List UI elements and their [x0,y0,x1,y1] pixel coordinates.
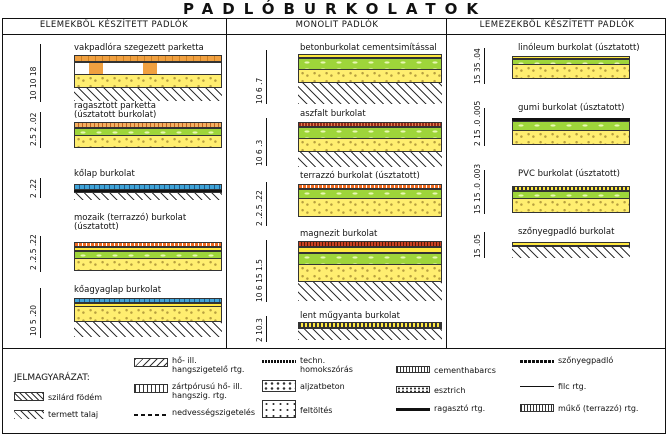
dim-line [484,170,485,214]
floor-layer [74,307,222,321]
dim-line [266,316,267,342]
column-header-elements: ELEMEKBŐL KÉSZÍTETT PADLÓK [39,20,189,30]
legend-swatch [396,408,430,411]
floor-dims: 15 35 .04 [473,48,482,84]
floor-label: betonburkolat cementsimítással [300,43,437,53]
floor-label: mozaik (terrazzó) burkolat (úsztatott) [74,213,187,232]
floor-layer [74,128,222,136]
floor-dims: 2 .2.5 .22 [29,234,38,270]
floor-label: PVC burkolat (úsztatott) [518,169,620,179]
legend-item: termett talaj [48,410,99,419]
floor-layer [74,251,222,259]
dim-line [484,232,485,258]
floor-dims: 2 15 .0 .005 [473,100,482,146]
legend-swatch [262,360,296,363]
legend-item: esztrich [434,386,466,395]
floor-layer [74,62,222,75]
legend-item: zártpórusú hő- ill. hangszig. rtg. [172,382,243,400]
floor-dims: 2.5 2 .02 [29,112,38,146]
legend-item: cementhabarcs [434,366,496,375]
legend-item: aljzatbeton [300,382,345,391]
floor-layer [298,127,442,139]
dim-line [40,112,41,148]
legend-item: műkő (terrazzó) rtg. [558,404,639,413]
floor-label: linóleum burkolat (úsztatott) [518,43,640,53]
dim-line [40,236,41,272]
floor-label: terrazzó burkolat (úsztatott) [300,171,420,181]
floor-dims: 10 10 18 [29,66,38,100]
floor-label: lent műgyanta burkolat [300,311,400,321]
floor-dims: 10 6 .3 [255,139,264,166]
legend-swatch [520,404,554,412]
floor-label: kőlap burkolat [74,169,135,179]
floor-dims: 2 .22 [29,178,38,198]
legend-swatch [134,414,168,416]
floor-layer [74,55,222,62]
floor-dims: 15 15 .0 .003 [473,163,482,214]
floor-label: aszfalt burkolat [300,109,366,119]
legend-item: szőnyegpadló [558,356,614,365]
floor-dims: 2 .2.5 .22 [255,190,264,226]
floor-label: kőagyaglap burkolat [74,285,162,295]
floor-dims: 15 .05 [473,234,482,258]
legend-item: ragasztó rtg. [434,404,486,413]
header-divider [2,34,666,35]
legend-item: szilárd födém [48,393,102,402]
dim-line [266,118,267,166]
floor-layer [298,265,442,281]
legend-item: feltöltés [300,406,333,415]
floor-layer [298,199,442,217]
legend-swatch [520,386,554,387]
floor-layer [298,281,442,301]
floor-dims: 2 10.3 [255,318,264,342]
dim-line [40,288,41,338]
legend-swatch [14,392,44,401]
floor-label: szőnyegpadló burkolat [518,227,615,237]
floor-layer [298,151,442,167]
legend-swatch [396,366,430,373]
legend-swatch [262,400,296,418]
column-header-sheets: LEMEZEKBŐL KÉSZÍTETT PADLÓK [479,20,635,30]
floor-layer [512,246,630,258]
floor-layer [298,253,442,265]
floor-label: magnezit burkolat [300,229,378,239]
floor-layer [74,75,222,87]
floor-layer [512,131,630,145]
dim-line [40,178,41,198]
legend-swatch [14,410,44,419]
dim-line [266,182,267,226]
floor-layer [512,191,630,199]
floor-label: gumi burkolat (úsztatott) [518,103,625,113]
legend-swatch [396,386,430,393]
legend-swatch [520,360,554,363]
floor-layer [74,259,222,271]
column-divider-2 [446,18,447,348]
legend-swatch [134,384,168,393]
floor-layer [298,70,442,82]
dim-line [40,44,41,102]
legend-item: filc rtg. [558,382,587,391]
floor-layer [298,58,442,70]
legend-item: techn. homokszórás [300,356,353,374]
floor-label: ragasztott parketta (úsztatott burkolat) [74,101,157,120]
floor-layer [74,87,222,101]
floor-dims: 10 5 .20 [29,304,38,336]
dim-line [484,108,485,146]
floor-layer [74,136,222,148]
page-title: PADLÓBURKOLATOK [183,0,487,18]
floor-layer [298,328,442,340]
floor-dims: 10 6 .7 [255,77,264,104]
dim-line [266,240,267,302]
column-header-monolithic: MONOLIT PADLÓK [295,20,379,30]
floor-layer [512,199,630,213]
legend-item: nedvességszigetelés [172,408,256,417]
floor-layer [512,65,630,79]
dim-line [266,50,267,104]
legend-divider [2,348,666,349]
floor-layer [298,139,442,151]
column-divider-1 [226,18,227,348]
floor-dims: 10 6 15 1.5 [255,259,264,302]
floor-layer [298,189,442,199]
legend-item: hő- ill. hangszigetelő rtg. [172,356,245,374]
floor-layer [74,192,222,200]
floor-label: vakpadlóra szegezett parketta [74,43,204,53]
legend-swatch [262,380,296,392]
legend-swatch [134,358,168,367]
floor-layer [74,321,222,337]
floor-layer [298,82,442,104]
floor-layer [512,121,630,131]
dim-line [484,48,485,84]
legend-title: JELMAGYARÁZAT: [14,373,90,383]
